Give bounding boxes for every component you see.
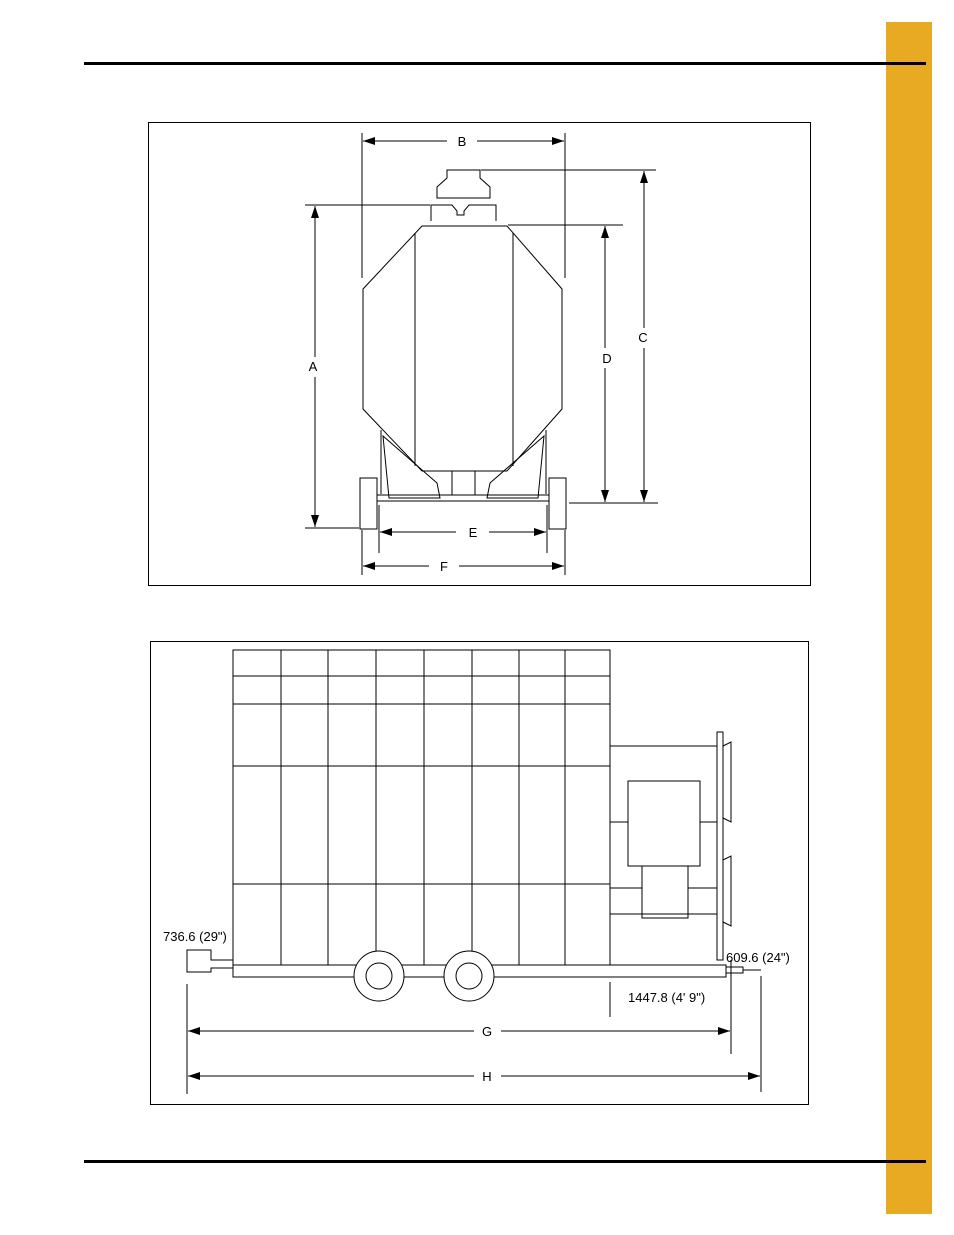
header-rule [84, 62, 926, 65]
dim-label-h: H [482, 1069, 492, 1084]
section-tab [886, 22, 932, 1214]
dryer-body [360, 170, 566, 529]
dim-label-g: G [481, 1024, 493, 1039]
dim-label-d: D [602, 351, 612, 366]
dryer-side-body [187, 650, 761, 1001]
side-view-diagram [150, 641, 809, 1105]
footer-rule [84, 1160, 926, 1163]
dim-axle-distance: 1447.8 (4' 9") [628, 990, 706, 1005]
side-view-drawing [151, 642, 808, 1104]
front-view-diagram [148, 122, 811, 586]
dim-label-c: C [638, 330, 648, 345]
dim-hitch-height: 736.6 (29") [163, 929, 227, 944]
dim-label-f: F [440, 559, 448, 574]
front-view-drawing [149, 123, 810, 585]
dim-rear-height: 609.6 (24") [726, 950, 790, 965]
dim-label-b: B [457, 134, 467, 149]
dim-label-e: E [468, 525, 478, 540]
dim-label-a: A [308, 359, 318, 374]
